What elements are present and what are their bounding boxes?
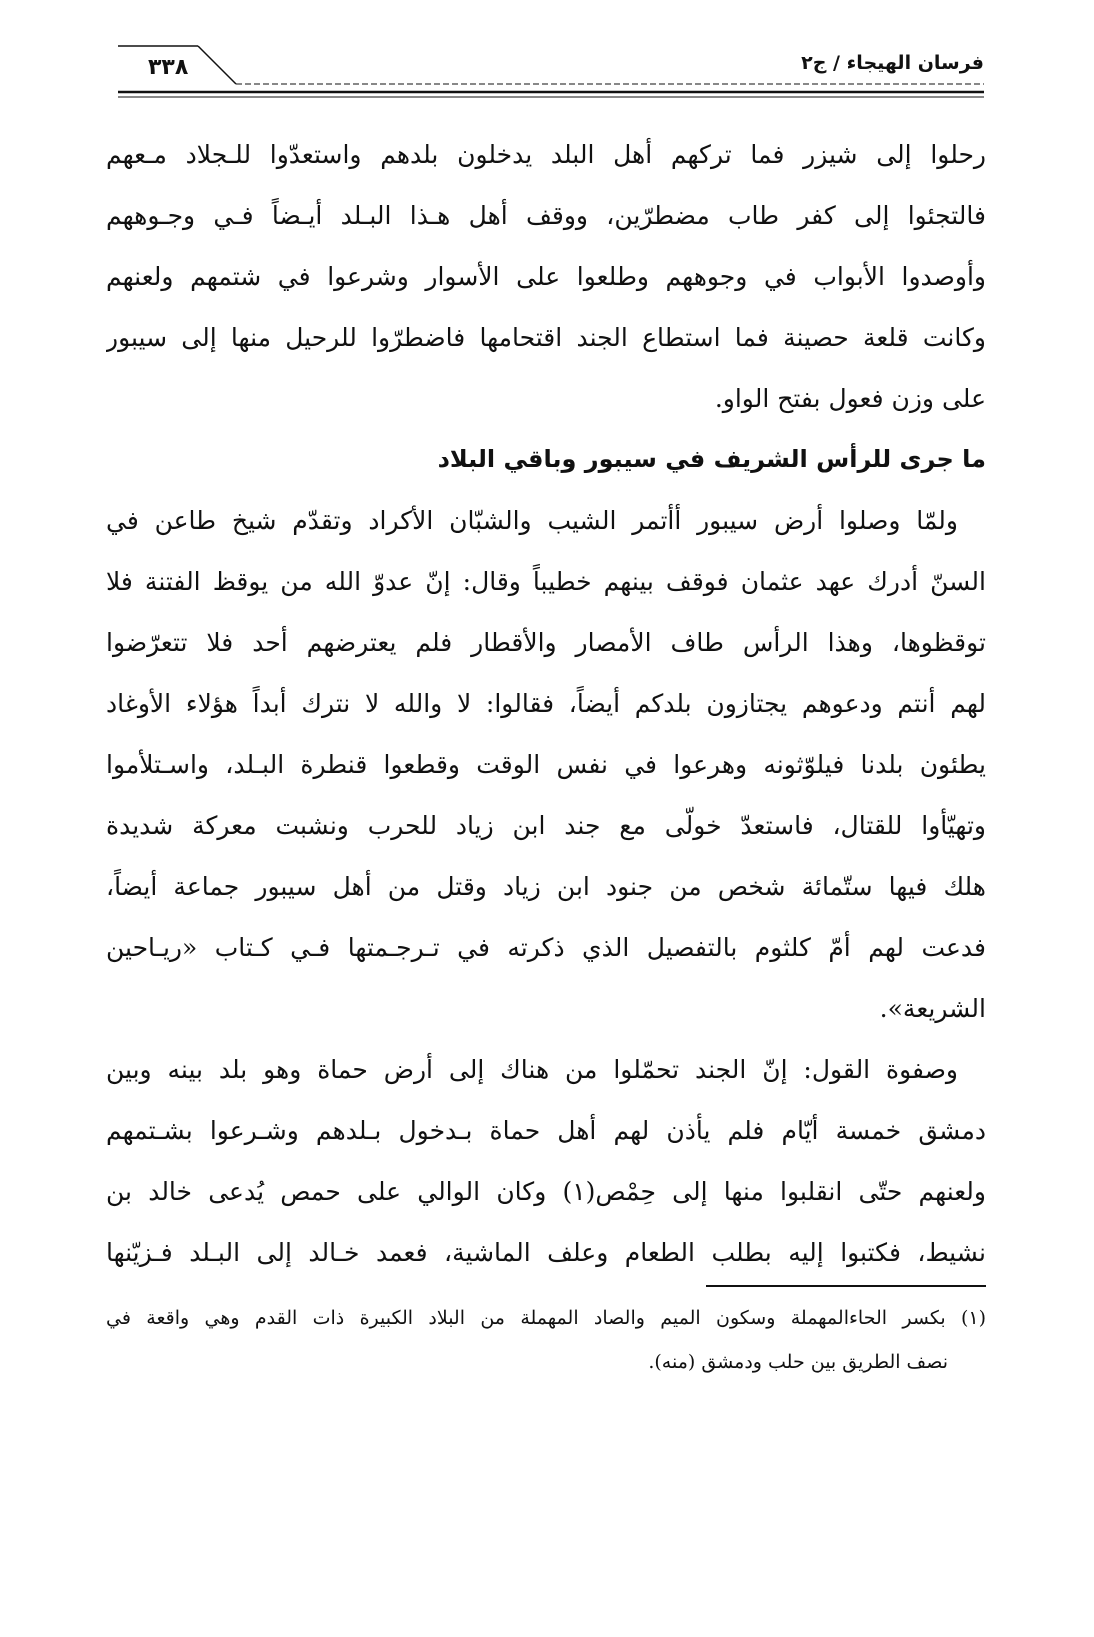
text-line: توقظوها، وهذا الرأس طاف الأمصار والأقطار فلم يعترضهم أحد فلا تتعرّضوا (106, 628, 986, 657)
text-line: هلك فيها ستّمائة شخص من جنود ابن زياد وقتل من أهل سيبور جماعة أيضاً، (106, 872, 986, 901)
text-line: وكانت قلعة حصينة فما استطاع الجند اقتحامها فاضطرّوا للرحيل منها إلى سيبور (106, 323, 986, 352)
text-line: على وزن فعول بفتح الواو. (714, 384, 986, 413)
text-line: وصفوة القول: إنّ الجند تحمّلوا من هناك إلى أرض حماة وهو بلد بينه وبين (106, 1055, 958, 1084)
page-number: ٣٣٨ (148, 55, 189, 80)
footnotes (106, 1296, 986, 1384)
text-line: رحلوا إلى شيزر فما تركهم أهل البلد يدخلون بلدهم واستعدّوا للـجلاد مـعهم (106, 140, 986, 169)
text-line: ولمّا وصلوا أرض سيبور أأتمر الشيب والشبّان الأكراد وتقدّم شيخ طاعن في (106, 506, 958, 535)
text-line: لهم أنتم ودعوهم يجتازون بلدكم أيضاً، فقالوا: لا والله لا نترك أبداً هؤلاء الأوغاد (106, 689, 986, 718)
footnote-separator (706, 1285, 986, 1287)
running-header (118, 44, 984, 100)
text-line: فالتجئوا إلى كفر طاب مضطرّين، ووقف أهل هـذا البـلد أيـضاً فـي وجـوههم (106, 201, 986, 230)
running-title: فرسان الهيجاء / ج٢ (801, 52, 984, 74)
text-line: نشيط، فكتبوا إليه بطلب الطعام وعلف الماشية، فعمد خـالد إلى البـلد فـزيّنها (106, 1238, 986, 1267)
section-heading: ما جرى للرأس الشريف في سيبور وباقي البلاد (437, 445, 986, 473)
text-line: فدعت لهم أمّ كلثوم بالتفصيل الذي ذكرته في تـرجـمتها فـي كـتاب «ريـاحين (106, 933, 986, 962)
footnote-line: نصف الطريق بين حلب ودمشق (منه). (648, 1351, 948, 1373)
text-line: الشريعة». (879, 994, 986, 1023)
footnote-line: (١) بكسر الحاءالمهملة وسكون الميم والصاد المهملة من البلاد الكبيرة ذات القدم وهي واقعة في (106, 1307, 986, 1329)
text-line: ولعنهم حتّى انقلبوا منها إلى حِمْص(١) وكان الوالي على حمص يُدعى خالد بن (106, 1177, 986, 1206)
text-line: وأوصدوا الأبواب في وجوههم وطلعوا على الأسوار وشرعوا في شتمهم ولعنهم (106, 262, 986, 291)
body-text (106, 124, 986, 1283)
text-line: وتهيّأوا للقتال، فاستعدّ خولّى مع جند ابن زياد للحرب ونشبت معركة شديدة (106, 811, 986, 840)
text-line: دمشق خمسة أيّام فلم يأذن لهم أهل حماة بـدخول بـلدهم وشـرعوا بشـتمهم (106, 1116, 986, 1145)
text-line: السنّ أدرك عهد عثمان فوقف بينهم خطيباً وقال: إنّ عدوّ الله من يوقظ الفتنة فلا (106, 567, 986, 596)
text-line: يطئون بلدنا فيلوّثونه وهرعوا في نفس الوقت وقطعوا قنطرة البـلد، واسـتلأموا (106, 750, 986, 779)
